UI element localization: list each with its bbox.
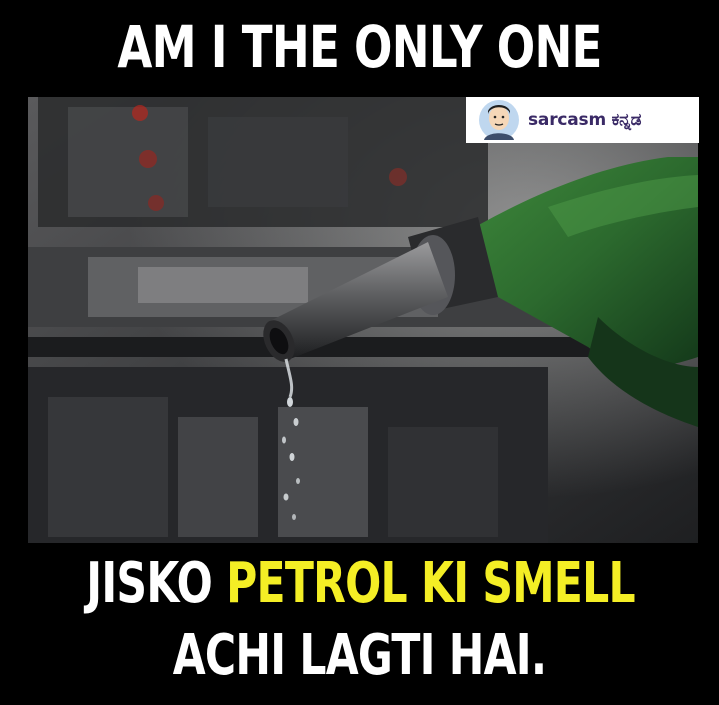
petrol-nozzle-photo <box>28 97 698 543</box>
watermark-avatar-icon <box>474 99 524 141</box>
bottom-caption <box>86 548 635 692</box>
bottom-caption-white-part: JISKO <box>86 551 227 616</box>
petrol-pump-illustration <box>28 97 698 543</box>
bottom-caption-line-1 <box>86 548 635 620</box>
watermark-text: sarcasm ಕನ್ನಡ <box>528 110 642 130</box>
bottom-caption-yellow-part: PETROL KI SMELL <box>226 551 635 616</box>
sarcasm-kannada-watermark <box>466 97 699 143</box>
bottom-caption-line-2: ACHI LAGTI HAI. <box>172 623 547 688</box>
top-caption: AM I THE ONLY ONE <box>117 13 602 81</box>
